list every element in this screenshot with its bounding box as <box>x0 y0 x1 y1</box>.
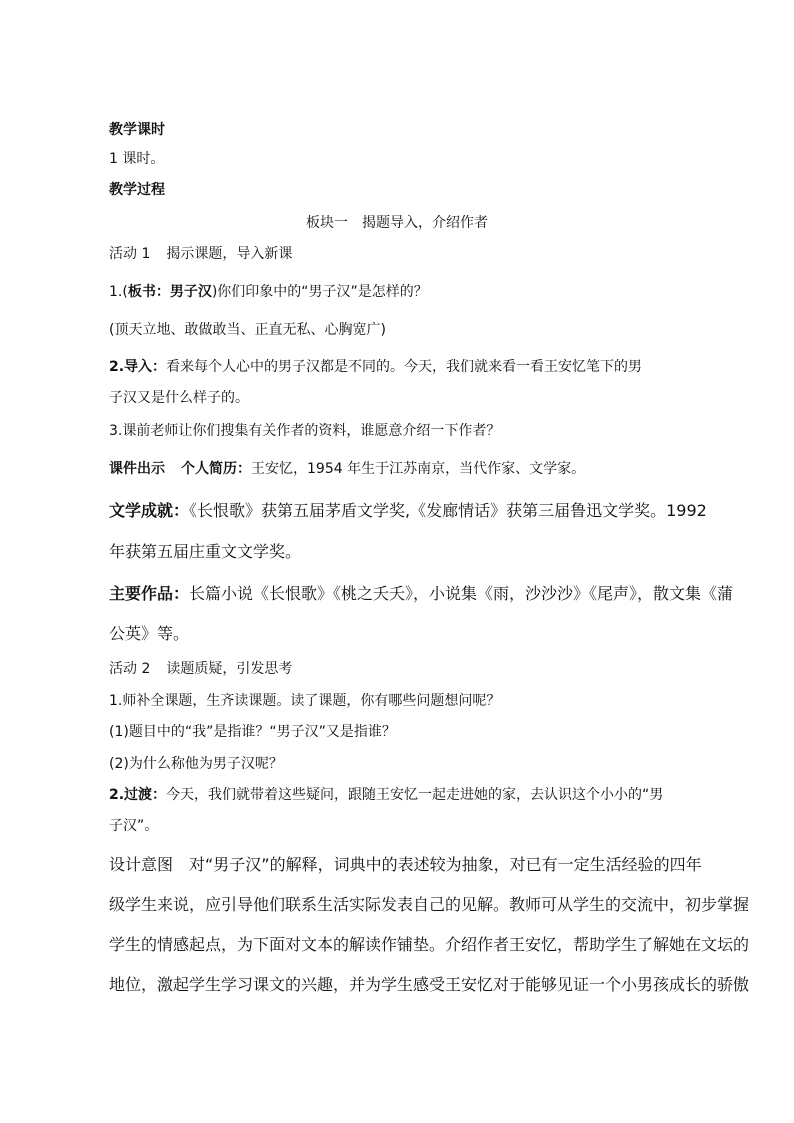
teaching-hours-value: 1 课时。 <box>109 151 165 167</box>
activity2-item1: 1.师补全课题，生齐读课题。读了课题，你有哪些问题想问呢？ <box>109 693 501 709</box>
activity2-item2-line1 <box>109 785 663 805</box>
activity1-item2-line2: 子汉又是什么样子的。 <box>109 390 249 406</box>
activity1-item2-line1 <box>109 357 642 377</box>
item1-prefix: 1.( <box>109 284 128 300</box>
teaching-hours-heading: 教学课时 <box>109 122 165 138</box>
design-line2: 级学生来说，应引导他们联系生活实际发表自己的见解。教师可从学生的交流中，初步掌握 <box>109 895 750 914</box>
transition-label: 2.过渡： <box>109 787 167 803</box>
section-title: 板块一 揭题导入，介绍作者 <box>306 215 488 231</box>
activity2-label: 活动 2 <box>109 661 151 677</box>
design-line3: 学生的情感起点，为下面对文本的解读作铺垫。介绍作者王安忆，帮助学生了解她在文坛的 <box>109 935 750 954</box>
achievement-line2: 年获第五届庄重文文学奖。 <box>109 542 302 561</box>
design-line1 <box>109 854 702 876</box>
item1-rest: )你们印象中的“男子汉”是怎样的？ <box>211 284 428 300</box>
design-label: 设计意图 <box>109 855 174 874</box>
courseware-profile <box>109 459 585 479</box>
item2-line1: 看来每个人心中的男子汉都是不同的。今天，我们就来看一看王安忆笔下的男 <box>166 359 643 375</box>
item1-board: 板书：男子汉 <box>127 284 212 300</box>
works-text1: 长篇小说《长恨歌》《桃之夭夭》，小说集《雨，沙沙沙》《尾声》，散文集《蒲 <box>189 584 734 603</box>
transition-text1: 今天，我们就带着这些疑问，跟随王安忆一起走进她的家，去认识这个小小的“男 <box>166 787 664 803</box>
activity2-text: 读题质疑，引发思考 <box>166 661 293 677</box>
activity1-item3: 3.课前老师让你们搜集有关作者的资料，谁愿意介绍一下作者？ <box>109 423 501 439</box>
activity2-q1: (1)题目中的“我”是指谁？“男子汉”又是指谁？ <box>109 724 396 740</box>
activity1-text: 揭示课题，导入新课 <box>166 246 293 262</box>
works-line2: 公英》等。 <box>109 624 190 643</box>
works-line1 <box>109 583 733 605</box>
achievement-text1: 《长恨歌》获第五届茅盾文学奖,《发廊情话》获第三届鲁迅文学奖。1992 <box>189 501 707 520</box>
item2-label: 2.导入： <box>109 359 167 375</box>
works-label: 主要作品： <box>109 584 190 603</box>
activity1-answer: (顶天立地、敢做敢当、正直无私、心胸宽广) <box>109 322 386 338</box>
activity2-q2: (2)为什么称他为男子汉呢？ <box>109 756 283 772</box>
profile-label: 个人简历： <box>181 461 251 477</box>
courseware-label: 课件出示 <box>109 461 165 477</box>
activity1-title <box>109 244 292 264</box>
achievement-line1 <box>109 500 707 522</box>
design-line4: 地位，激起学生学习课文的兴趣，并为学生感受王安忆对于能够见证一个小男孩成长的骄傲 <box>109 975 750 994</box>
activity2-title <box>109 659 292 679</box>
teaching-process-heading: 教学过程 <box>109 182 165 198</box>
design-text1: 对“男子汉”的解释，词典中的表述较为抽象，对已有一定生活经验的四年 <box>189 855 702 874</box>
activity1-item1 <box>109 282 428 302</box>
profile-text: 王安忆，1954 年生于江苏南京，当代作家、文学家。 <box>251 461 586 477</box>
activity2-item2-line2: 子汉”。 <box>109 818 159 834</box>
achievement-label: 文学成就： <box>109 501 190 520</box>
activity1-label: 活动 1 <box>109 246 151 262</box>
